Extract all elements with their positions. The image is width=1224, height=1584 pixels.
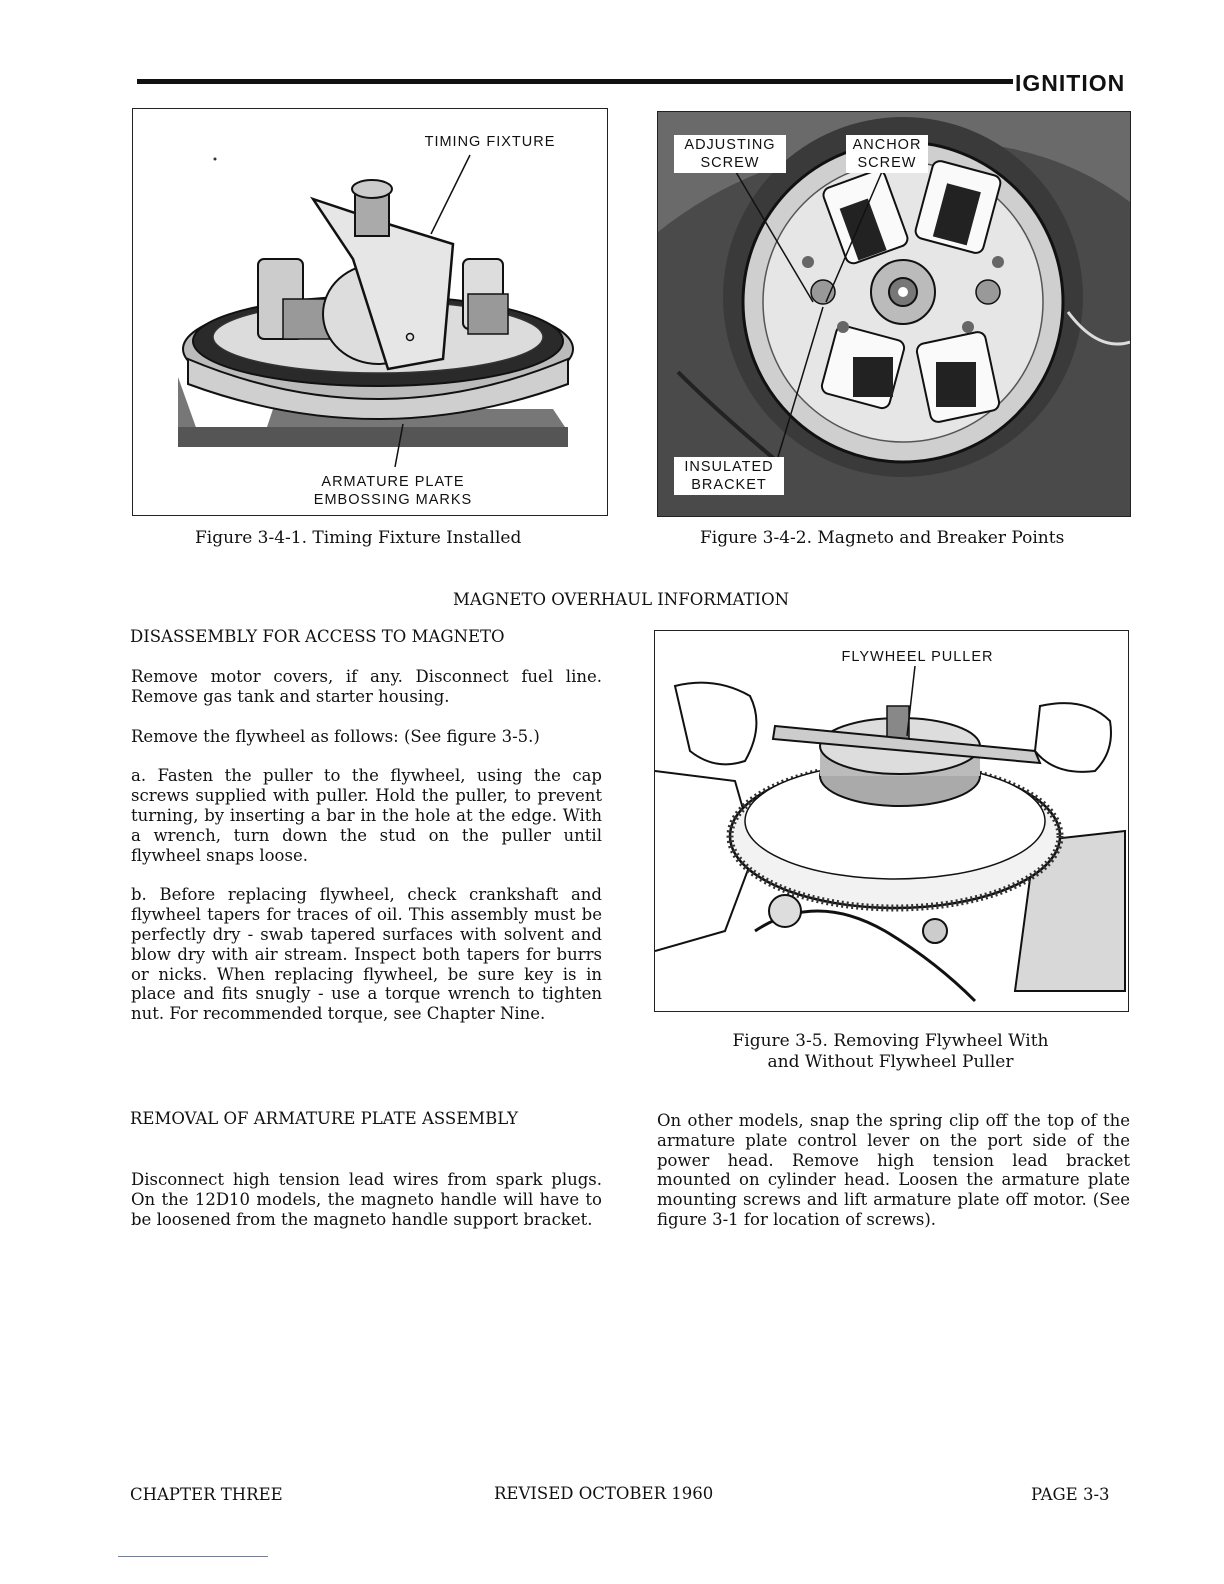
removal-body-left: [131, 1170, 602, 1229]
label-adjusting-screw: [674, 135, 786, 173]
label-armature-line2: EMBOSSING MARKS: [313, 492, 473, 508]
flywheel-puller-illustration: [655, 631, 1128, 1011]
disassembly-heading: DISASSEMBLY FOR ACCESS TO MAGNETO: [130, 627, 505, 646]
disassembly-para-a: a. Fasten the puller to the flywheel, using the cap screws supplied with puller. Hold the puller, to prevent turning, by inserting a bar in the hole at the edge. With a wrench, turn down the stud on the puller until flywheel snaps loose.: [131, 766, 602, 865]
disassembly-para2: Remove the flywheel as follows: (See figure 3-5.): [131, 726, 540, 746]
removal-para-left: Disconnect high tension lead wires from spark plugs. On the 12D10 models, the magneto handle will have to be loosened from the magneto handle support bracket.: [131, 1170, 602, 1229]
figure-3-5-caption: [654, 1031, 1127, 1073]
disassembly-body: [131, 667, 602, 1024]
figure-3-5-caption-line1: Figure 3-5. Removing Flywheel With: [732, 1031, 1049, 1051]
section-title-magneto: MAGNETO OVERHAUL INFORMATION: [453, 590, 790, 609]
removal-para-right: On other models, snap the spring clip off the top of the armature plate control lever on the port side of the power head. Remove high tension lead bracket mounted on cylinder head. Loosen the armature plate mounting screws and lift armature plate off motor. (See figure 3-1 for location of screws).: [657, 1111, 1130, 1229]
label-insulated-bracket: [674, 457, 784, 495]
scan-artifact-line: [118, 1556, 268, 1557]
label-timing-fixture: TIMING FIXTURE: [424, 134, 556, 150]
label-armature-plate: [273, 473, 513, 509]
figure-3-4-1: [132, 108, 608, 516]
header-rule: [137, 79, 1013, 84]
label-flywheel-puller: FLYWHEEL PULLER: [825, 648, 1010, 666]
figure-3-5-caption-line2: and Without Flywheel Puller: [767, 1052, 1014, 1072]
footer-left: CHAPTER THREE: [130, 1485, 283, 1504]
removal-heading: REMOVAL OF ARMATURE PLATE ASSEMBLY: [130, 1109, 519, 1128]
footer-center: REVISED OCTOBER 1960: [494, 1484, 714, 1503]
timing-fixture-illustration: [133, 109, 607, 515]
label-anchor-screw: [846, 135, 928, 173]
figure-3-5: [654, 630, 1129, 1012]
label-anchor-line1: ANCHOR: [852, 137, 922, 153]
label-adjusting-line2: SCREW: [700, 155, 760, 171]
footer-right: PAGE 3-3: [1031, 1485, 1110, 1504]
disassembly-para-b: b. Before replacing flywheel, check crankshaft and flywheel tapers for traces of oil. This assembly must be perfectly dry - swab tapered surfaces with solvent and blow dry with air stream. Inspect both tapers for burrs or nicks. When replacing flywheel, be sure key is in place and fits snugly - use a torque wrench to tighten nut. For recommended torque, see Chapter Nine.: [131, 885, 602, 1024]
label-insulated-line1: INSULATED: [684, 459, 774, 475]
label-anchor-line2: SCREW: [857, 155, 917, 171]
disassembly-para1: Remove motor covers, if any. Disconnect fuel line. Remove gas tank and starter housing.: [131, 667, 602, 706]
label-adjusting-line1: ADJUSTING: [684, 137, 776, 153]
label-armature-line1: ARMATURE PLATE: [321, 474, 465, 490]
section-title: IGNITION: [1015, 70, 1126, 96]
figure-3-4-1-caption: Figure 3-4-1. Timing Fixture Installed: [195, 528, 522, 548]
figure-3-4-2-caption: Figure 3-4-2. Magneto and Breaker Points: [700, 528, 1065, 548]
figure-3-4-2: [657, 111, 1131, 517]
removal-body-right: [657, 1111, 1130, 1230]
label-insulated-line2: BRACKET: [691, 477, 767, 493]
